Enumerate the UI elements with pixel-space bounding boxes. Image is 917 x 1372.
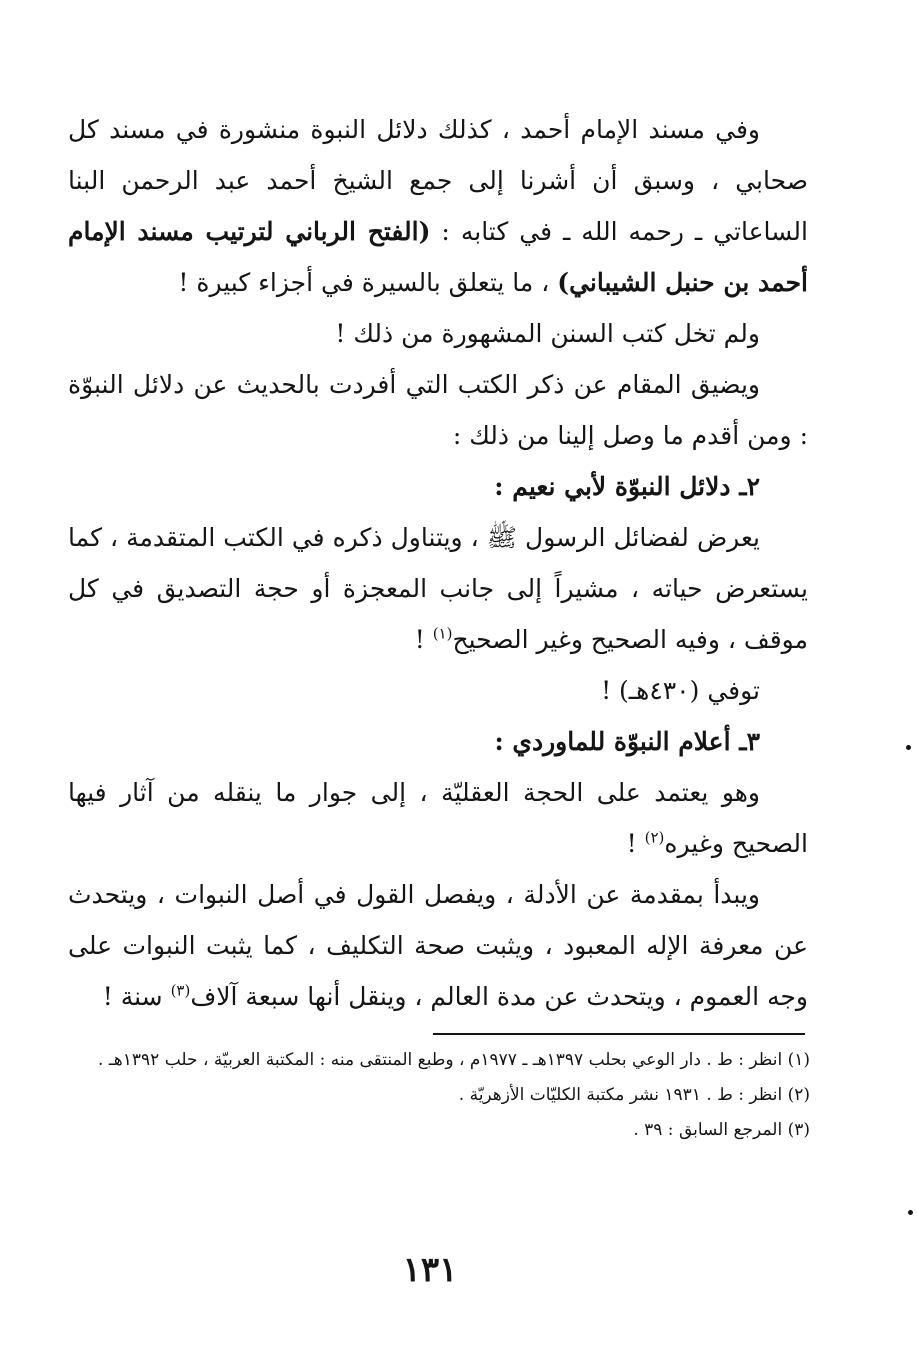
page-number: ١٣١ <box>402 1250 458 1290</box>
footnotes <box>68 1045 810 1150</box>
paragraph-text: ! <box>414 625 433 654</box>
footnote-2: (٢) انظر : ط . ١٩٣١ نشر مكتبة الكليّات الأزهريّة . <box>458 1085 810 1105</box>
paragraph-text: ويبدأ بمقدمة عن الأدلة ، ويفصل القول في أصل النبوات ، ويتحدث عن معرفة الإله المعبود ، ويثبت صحة التكليف ، كما يثبت النبوات على وجه العموم ، ويتحدث عن مدة العالم ، وينقل أنها سبعة آلاف <box>68 880 808 1011</box>
paragraph-text: ! <box>626 829 645 858</box>
paragraph-sunan: ولم تخل كتب السنن المشهورة من ذلك ! <box>335 319 760 348</box>
footnote-marker-2[interactable]: (٢) <box>644 828 665 847</box>
paragraph-text: سنة ! <box>102 982 171 1011</box>
footnote-marker-1[interactable]: (١) <box>432 624 453 643</box>
main-text <box>68 104 808 1022</box>
section-heading-mawardi: ٣ـ أعلام النبوّة للماوردي : <box>494 727 760 756</box>
paragraph-books-intro: ويضيق المقام عن ذكر الكتب التي أفردت بالحديث عن دلائل النبوّة : ومن أقدم ما وصل إلينا من ذلك : <box>68 370 808 450</box>
paragraph-musnad-ahmad <box>68 104 808 308</box>
paragraph-mawardi <box>68 767 808 869</box>
paragraph-text: وفي مسند الإمام أحمد ، كذلك دلائل النبوة منشورة في مسند كل صحابي ، وسبق أن أشرنا إلى جمع الشيخ أحمد عبد الرحمن البنا الساعاتي ـ رحمه الله ـ في كتابه : <box>68 115 808 246</box>
footnote-1: (١) انظر : ط . دار الوعي بحلب ١٣٩٧هـ ـ ١٩٧٧م ، وطبع المنتقى منه : المكتبة العربيّة ، حلب ١٣٩٢هـ . <box>98 1050 810 1070</box>
paragraph-text: يعرض لفضائل الرسول ﷺ ، ويتناول ذكره في الكتب المتقدمة ، كما يستعرض حياته ، مشيراً إلى جانب المعجزة أو حجة التصديق في كل موقف ، وفيه الصحيح وغير الصحيح <box>68 523 808 654</box>
footnote-divider <box>433 1033 805 1035</box>
paragraph-text: ، ما يتعلق بالسيرة في أجزاء كبيرة ! <box>178 268 558 297</box>
scan-speck <box>908 1210 913 1215</box>
paragraph-abu-nuaym <box>68 512 808 665</box>
book-title-fath-rabbani: (الفتح الرباني لترتيب مسند الإمام أحمد بن حنبل الشيباني) <box>68 217 808 297</box>
scan-speck <box>906 745 911 750</box>
footnote-marker-3[interactable]: (٣) <box>170 981 191 1000</box>
section-heading-abu-nuaym: ٢ـ دلائل النبوّة لأبي نعيم : <box>494 472 760 501</box>
paragraph-mawardi-contents <box>68 869 808 1022</box>
paragraph-death-date: توفي (٤٣٠هـ) ! <box>601 676 760 705</box>
paragraph-text: وهو يعتمد على الحجة العقليّة ، إلى جوار ما ينقله من آثار فيها الصحيح وغيره <box>68 778 808 858</box>
footnote-3: (٣) المرجع السابق : ٣٩ . <box>633 1120 810 1140</box>
